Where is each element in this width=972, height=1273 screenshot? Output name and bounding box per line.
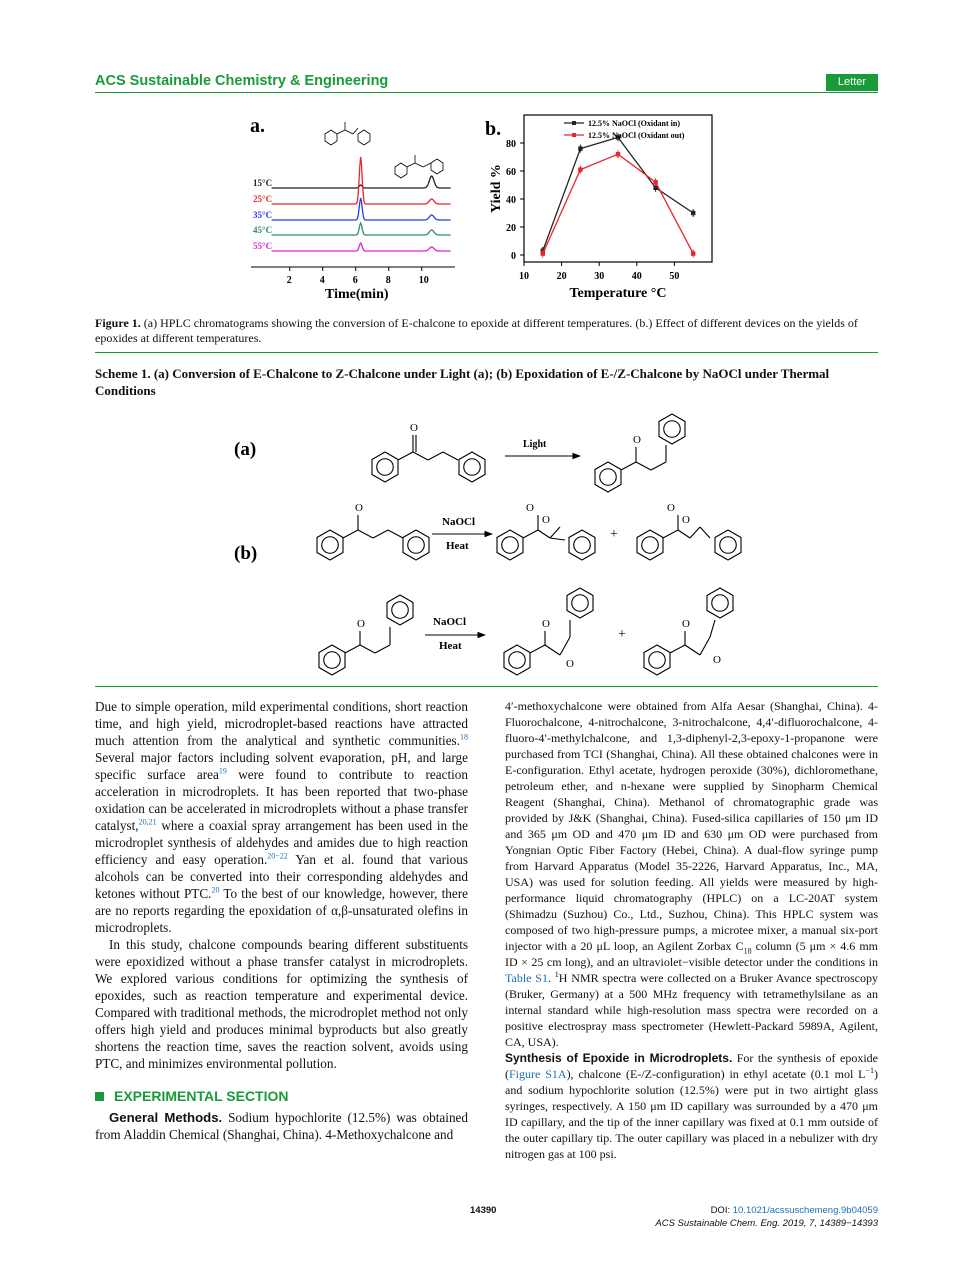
trace-label: 55°C	[253, 241, 273, 251]
figure1-caption	[95, 316, 878, 346]
aromatic-circle	[502, 537, 519, 554]
legend-entry: 12.5% NaOCl (Oxidant out)	[588, 131, 685, 140]
heat-label-2: Heat	[439, 640, 462, 652]
panel-a-xlabel: Time(min)	[325, 287, 389, 302]
x-tick-label: 8	[385, 275, 391, 286]
x-tick-label: 4	[319, 275, 325, 286]
x-tick-label: 10	[519, 271, 529, 282]
bond	[560, 637, 570, 655]
x-tick-label: 50	[669, 271, 680, 282]
y-tick-label: 40	[506, 195, 516, 206]
scheme1-graphic	[220, 405, 780, 685]
benzene-ring	[459, 452, 485, 482]
bond	[636, 462, 651, 470]
ref-link[interactable]: 18	[460, 732, 468, 742]
oxygen-atom: O	[355, 502, 363, 514]
chalcone-structure-sketch	[395, 155, 443, 178]
scheme-label-a: (a)	[234, 439, 257, 460]
aromatic-circle	[600, 469, 617, 486]
benzene-ring	[387, 595, 413, 625]
ref-link[interactable]: 20−22	[267, 851, 288, 861]
benzene-ring	[569, 530, 595, 560]
journal-title: ACS Sustainable Chemistry & Engineering	[95, 73, 389, 89]
section-heading: EXPERIMENTAL SECTION	[95, 1088, 468, 1105]
aromatic-circle	[322, 537, 339, 554]
aromatic-circle	[464, 459, 481, 476]
oxygen-atom: O	[526, 502, 534, 514]
x-tick-label: 20	[556, 271, 567, 282]
oxygen-atom: O	[633, 434, 641, 446]
bond	[550, 538, 565, 540]
y-tick-label: 80	[506, 139, 516, 150]
doi-link[interactable]: 10.1021/acssuschemeng.9b04059	[732, 1205, 878, 1216]
intro-paragraph-2: In this study, chalcone compounds bearing different substituents were epoxidized without a phase transfer catalyst in microdroplets. We explored various conditions for optimizing the synthesis of epoxides, such as reaction temperature and experimental device. Compared with traditional methods, the microdroplet method not only offers high yield and produces minimal byproducts but also greatly shortens the reaction time, saves the reaction solvent, avoids using PTC, and minimizes environmental pollution.	[95, 937, 468, 1071]
trace-label: 35°C	[253, 210, 273, 220]
y-axis-label: Yield %	[489, 164, 504, 213]
bond	[621, 462, 636, 470]
x-tick-label: 40	[631, 271, 642, 282]
aromatic-circle	[664, 421, 681, 438]
bond	[398, 452, 413, 460]
x-axis-label: Temperature °C	[569, 286, 667, 301]
heat-label-1: Heat	[446, 540, 469, 552]
bond	[443, 452, 458, 460]
chromatogram-trace	[272, 157, 451, 204]
right-column: 4′-methoxychalcone were obtained from Alfa Aesar (Shanghai, China). 4-Fluorochalcone, 4-nitrochalcone, 3-nitrochalcone, 4,4′-difluorochalcone, 4-fluoro-4′-methylchalcone, and 1,3-diphenyl-2,3-epoxy-1-propanone were purchased from TCI (Shanghai, China). All these obtained chalcones were in E-configuration. Ethyl acetate, hydrogen peroxide (30%), dichloromethane, petroleum ether, and n-hexane were supplied by Sinopharm Chemical Reagent (Shanghai, China). Methanol of chromatographic grade was provided by J&K (Shanghai, China). Fused-silica capillaries of 150 μm ID and 365 μm OD and 470 μm ID and 630 μm OD were purchased from Yongnian Optic Fiber Factory (Hebei, China). A dual-flow syringe pump from Harvard Apparatus (Model 35-2226, Harvard Apparatus, Inc., MA, USA) was used for solution feeding. All yields were measured by high-performance liquid chromatography (HPLC) on a LC-20AT system (Shimadzu (Suzhou) Co., Ltd., Suzhou, China). This HPLC system was composed of two high-pressure pumps, a microtee mixer, a manual six-port injector with a 20 μL loop, an Agilent Zorbax $C_{18}$ column (5 μm × 4.6 mm ID × 25 cm long), and an ultraviolet−visible detector under the conditions in Table S1. $^1$H NMR spectra were collected on a Bruker Avance spectroscopy (Bruker, Germany) at a 500 MHz frequency with tetramethylsilane as an internal standard while high-resolution mass spectra were recorded on a positive electrospray mass spectrometer (Hewlett-Packard 5989A, Agilent, CA, USA). Synthesis of Epoxide in Microdroplets. For the synthesis of epoxide (Figure S1A), chalcone (E-/Z-configuration) in ethyl acetate (0.1 mol $L^{-1}$) and sodium hypochlorite solution (12.5%) were put in two airtight glass syringes, respectively. A 150 μm ID capillary was surrounded by a 470 μm ID capillary, and the tip of the inner capillary was fixed at 0.1 mm outside of the outer capillary tip. The outer capillary was placed in a nebulizer with dry nitrogen gas at 100 psi.	[505, 699, 879, 1161]
benzene-ring	[644, 645, 670, 675]
x-tick-label: 6	[352, 275, 358, 286]
bond	[700, 637, 710, 655]
benzene-ring	[317, 530, 343, 560]
benzene-ring	[567, 588, 593, 618]
aromatic-circle	[509, 652, 526, 669]
figure1-caption-label: Figure 1.	[95, 316, 141, 330]
chromatogram-trace	[272, 223, 451, 235]
bond	[375, 645, 390, 653]
oxygen-atom: O	[542, 618, 550, 630]
benzene-ring	[319, 645, 345, 675]
general-methods-heading: General Methods.	[109, 1110, 223, 1125]
header-rule	[95, 92, 878, 93]
x-tick-label: 10	[418, 275, 429, 286]
plus-sign-2: +	[618, 627, 626, 642]
doi-line: DOI: 10.1021/acssuschemeng.9b04059	[710, 1205, 878, 1216]
bond	[690, 527, 700, 538]
oxygen-atom: O	[713, 654, 721, 666]
aromatic-circle	[377, 459, 394, 476]
ref-link[interactable]: 20,21	[138, 817, 157, 827]
benzene-ring	[637, 530, 663, 560]
aromatic-circle	[574, 537, 591, 554]
bond	[343, 530, 358, 538]
light-label: Light	[523, 439, 547, 450]
benzene-ring	[403, 530, 429, 560]
bond	[550, 527, 560, 538]
caption-rule	[95, 352, 878, 353]
citation-line: ACS Sustainable Chem. Eng. 2019, 7, 14389−14393	[655, 1218, 878, 1229]
figure1-caption-text: (a) HPLC chromatograms showing the conversion of E-chalcone to epoxide at different temperatures. (b.) Effect of different devices on the yields of epoxides at different temperatures.	[95, 316, 858, 345]
epoxide-structure-sketch	[325, 122, 370, 145]
benzene-ring	[659, 414, 685, 444]
oxygen-atom: O	[566, 658, 574, 670]
benzene-ring	[504, 645, 530, 675]
ref-link[interactable]: 20	[211, 885, 220, 895]
trace-label: 25°C	[253, 194, 273, 204]
page-number: 14390	[470, 1205, 497, 1216]
bond	[663, 530, 678, 538]
trace-label: 45°C	[253, 225, 273, 235]
chromatogram-trace	[272, 198, 451, 220]
plus-sign-1: +	[610, 527, 618, 542]
bond	[373, 530, 388, 538]
oxygen-atom: O	[682, 514, 690, 526]
aromatic-circle	[649, 652, 666, 669]
table-s1-link[interactable]: Table S1	[505, 971, 548, 985]
y-tick-label: 20	[506, 223, 516, 234]
oxygen-atom: O	[667, 502, 675, 514]
panel-a-label: a.	[250, 115, 265, 137]
bond	[360, 645, 375, 653]
bond	[413, 452, 428, 460]
bond	[700, 527, 710, 538]
naocl-label-1: NaOCl	[442, 516, 475, 528]
benzene-ring	[372, 452, 398, 482]
oxygen-atom: O	[542, 514, 550, 526]
scheme1-title: Scheme 1. (a) Conversion of E-Chalcone to Z-Chalcone under Light (a); (b) Epoxidation of E-/Z-Chalcone by NaOCl under Thermal Conditions	[95, 366, 830, 398]
naocl-label-2: NaOCl	[433, 616, 466, 628]
trace-label: 15°C	[253, 178, 273, 188]
legend-marker	[572, 133, 576, 137]
figure1-panel-a	[245, 112, 470, 302]
figure1-panel-b	[480, 100, 720, 305]
y-tick-label: 0	[511, 251, 516, 262]
bond	[538, 530, 550, 538]
y-tick-label: 60	[506, 167, 516, 178]
scheme-rule	[95, 686, 878, 687]
benzene-ring	[715, 530, 741, 560]
bond	[358, 530, 373, 538]
aromatic-circle	[392, 602, 409, 619]
bond	[345, 645, 360, 653]
panel-b-label: b.	[485, 118, 502, 140]
aromatic-circle	[324, 652, 341, 669]
series-line	[543, 154, 693, 253]
aromatic-circle	[642, 537, 659, 554]
synthesis-heading: Synthesis of Epoxide in Microdroplets.	[505, 1051, 733, 1065]
legend-entry: 12.5% NaOCl (Oxidant in)	[588, 119, 681, 128]
x-tick-label: 30	[594, 271, 605, 282]
article-type-badge: Letter	[826, 74, 878, 91]
bond	[678, 530, 690, 538]
bond	[388, 530, 403, 538]
bond	[651, 462, 666, 470]
chromatogram-trace	[272, 243, 451, 251]
oxygen-atom: O	[410, 422, 418, 434]
aromatic-circle	[720, 537, 737, 554]
oxygen-atom: O	[357, 618, 365, 630]
bond	[710, 620, 715, 637]
scheme-label-b: (b)	[234, 543, 258, 564]
bond	[685, 645, 700, 655]
chromatogram-trace	[272, 176, 451, 188]
figure-s1a-link[interactable]: Figure S1A	[509, 1067, 567, 1081]
legend-marker	[572, 121, 576, 125]
bond	[670, 645, 685, 653]
bond	[523, 530, 538, 538]
oxygen-atom: O	[682, 618, 690, 630]
benzene-ring	[707, 588, 733, 618]
bond	[530, 645, 545, 653]
aromatic-circle	[712, 595, 729, 612]
x-tick-label: 2	[286, 275, 292, 286]
bond	[545, 645, 560, 655]
aromatic-circle	[572, 595, 589, 612]
ref-link[interactable]: 19	[218, 766, 227, 776]
left-column: Due to simple operation, mild experimental conditions, short reaction time, and high yield, microdroplet-based reactions have attracted much attention from the analytical and synthetic communities.$^{18}$ Several major factors including solvent evaporation, pH, and large specific surface area$^{19}$ were found to contribute to reaction acceleration in microdroplets. It has been reported that two-phase oxidation can be accelerated in microdroplets without a phase transfer catalyst,$^{20,21}$ where a coaxial spray arrangement has been used in the microdroplet synthesis of aldehydes and amides due to high reaction efficiency and easy operation.$^{20-22}$ Yan et al. found that various alcohols can be converted into their corresponding aldehydes and ketones without PTC.$^{20}$ To the best of our knowledge, however, there are no reports regarding the epoxidation of α,β-unsaturated olefins in microdroplets. In this study, chalcone compounds bearing different substituents were epoxidized without a phase transfer catalyst in microdroplets. We explored various conditions for optimizing the synthesis of epoxides, such as reaction temperature and experimental device. Compared with traditional methods, the microdroplet method not only offers high yield and produces minimal byproducts but also greatly shortens the reaction time, saves the reaction solvent, avoids using PTC, and minimizes environmental pollution. EXPERIMENTAL SECTION General Methods. Sodium hypochlorite (12.5%) was obtained from Aladdin Chemical (Shanghai, China). 4-Methoxychalcone and	[95, 699, 469, 1142]
section-square-icon	[95, 1092, 104, 1101]
benzene-ring	[595, 462, 621, 492]
aromatic-circle	[408, 537, 425, 554]
bond	[428, 452, 443, 460]
benzene-ring	[497, 530, 523, 560]
